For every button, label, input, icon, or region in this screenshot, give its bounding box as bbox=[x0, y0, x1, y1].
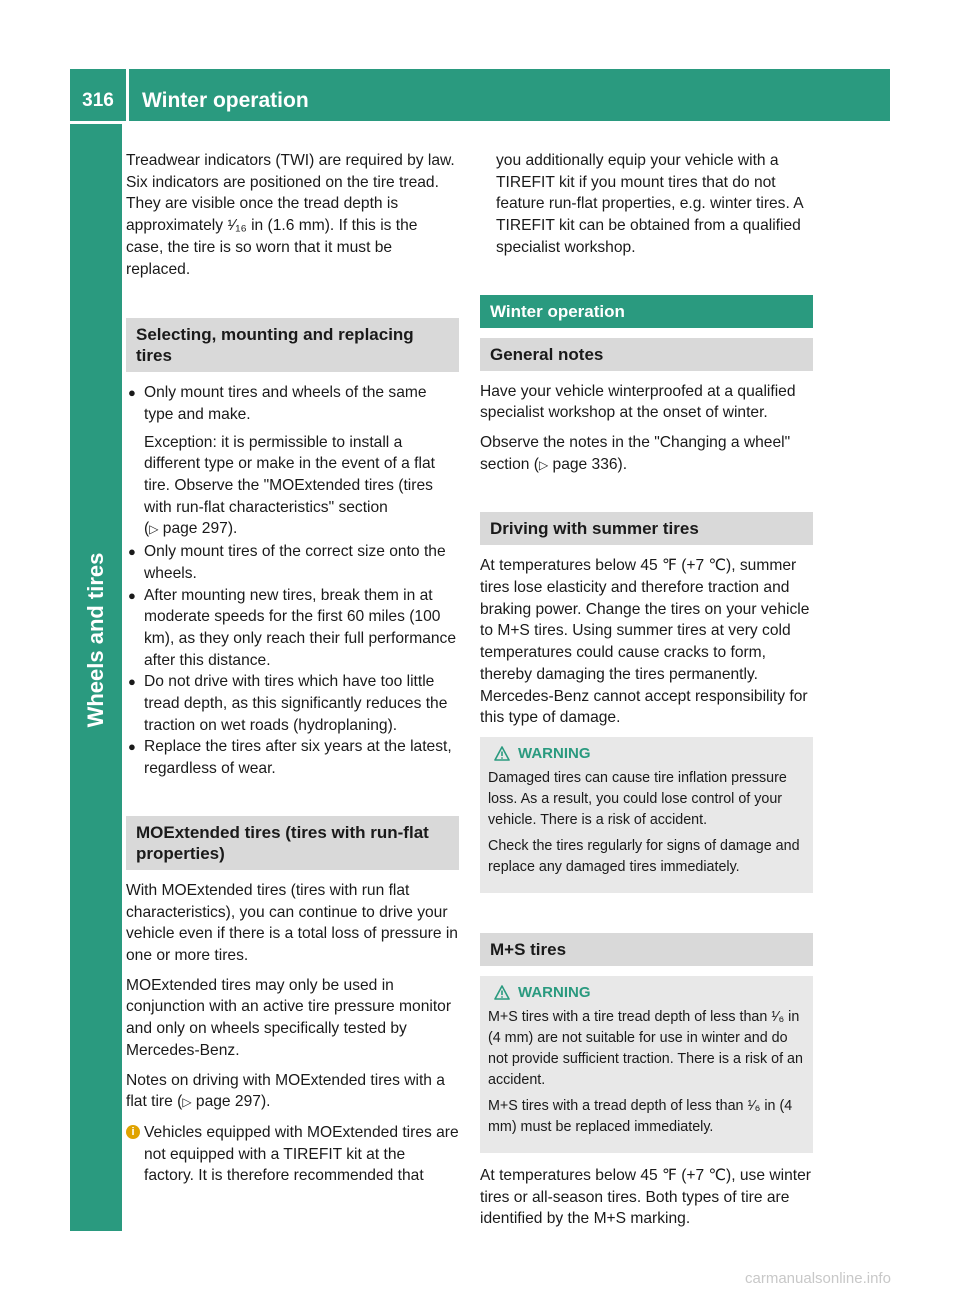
warning-box bbox=[480, 976, 813, 1153]
bullet-icon: ● bbox=[128, 739, 136, 755]
moextended-paragraph-1: With MOExtended tires (tires with run flat characteristics), you can continue to drive your vehicle even if there is a total loss of pressure in one or more tires. bbox=[126, 881, 458, 964]
list-item bbox=[126, 736, 459, 779]
info-text: Vehicles equipped with MOExtended tires are not equipped with a TIREFIT kit at the factory. It is therefore recommended that bbox=[144, 1123, 459, 1185]
bullet-text: After mounting new tires, break them in at moderate speeds for the first 60 miles (100 km), as they only reach their full performance after this distance. bbox=[144, 586, 457, 669]
page-ref-arrow-icon: ▷ bbox=[149, 522, 159, 537]
warning-title: WARNING bbox=[518, 744, 591, 762]
list-item bbox=[126, 382, 459, 541]
warning-box bbox=[480, 737, 813, 893]
section-title-winter-operation: Winter operation bbox=[480, 295, 813, 328]
warning-text: M+S tires with a tread depth of less than ¹⁄₆ in (4 mm) must be replaced immediately. bbox=[488, 1097, 793, 1135]
general-notes-paragraph-2 bbox=[480, 432, 813, 476]
warning-header bbox=[488, 984, 805, 1001]
page-number: 316 bbox=[82, 90, 114, 111]
paragraph-text: Observe the notes in the "Changing a wheel" section ( bbox=[480, 433, 791, 473]
bullet-icon: ● bbox=[128, 587, 136, 603]
bullet-icon: ● bbox=[128, 385, 136, 401]
warning-triangle-icon bbox=[494, 746, 510, 761]
page-ref-link[interactable]: page 297). bbox=[162, 520, 238, 538]
bullet-text: Do not drive with tires which have too little tread depth, as this significantly reduces the traction on wet roads (hydroplaning). bbox=[144, 673, 448, 734]
moextended-paragraph-3 bbox=[126, 1070, 459, 1114]
page-ref-link[interactable]: page 336). bbox=[552, 455, 628, 473]
header-divider bbox=[126, 69, 129, 121]
warning-header bbox=[488, 745, 805, 762]
bullet-text: Only mount tires of the correct size onto the wheels. bbox=[144, 543, 446, 582]
list-item bbox=[126, 541, 459, 584]
ms-tires-paragraph: At temperatures below 45 ℉ (+7 ℃), use winter tires or all-season tires. Both types of tire are identified by the M+S marking. bbox=[480, 1166, 811, 1228]
bullet-list bbox=[126, 382, 459, 780]
bullet-sub-text: Exception: it is permissible to install a different type or make in the event of a flat tire. Observe the "MOExtended tires (tires with run-flat characteristics" section bbox=[144, 433, 435, 516]
info-note bbox=[126, 1122, 459, 1187]
page-title: Winter operation bbox=[142, 89, 309, 112]
left-column bbox=[126, 150, 459, 1187]
bullet-sub-paragraph: Exception: it is permissible to install a different type or make in the event of a flat tire. Observe the "MOExtended tires (tires with run-flat characteristics" section (▷ page 297). bbox=[144, 433, 435, 538]
info-icon: i bbox=[126, 1125, 140, 1139]
warning-text: Check the tires regularly for signs of damage and replace any damaged tires immediately. bbox=[488, 837, 800, 875]
list-item bbox=[126, 585, 459, 672]
warning-triangle-icon bbox=[494, 985, 510, 1000]
paragraph-text: Notes on driving with MOExtended tires with a flat tire ( bbox=[126, 1071, 445, 1111]
warning-title: WARNING bbox=[518, 983, 591, 1001]
bullet-icon: ● bbox=[128, 674, 136, 690]
side-tab-label: Wheels and tires bbox=[83, 552, 108, 728]
section-title-moextended: MOExtended tires (tires with run-flat properties) bbox=[126, 816, 459, 870]
list-item bbox=[126, 671, 459, 736]
watermark: carmanualsonline.info bbox=[745, 1270, 891, 1287]
section-title-summer-tires: Driving with summer tires bbox=[480, 512, 813, 545]
bullet-icon: ● bbox=[128, 544, 136, 560]
bullet-text: Only mount tires and wheels of the same type and make. bbox=[144, 384, 427, 423]
warning-text: M+S tires with a tire tread depth of less than ¹⁄₆ in (4 mm) are not suitable for use in winter and do not provide sufficient traction. There is a risk of an accident. bbox=[488, 1008, 803, 1088]
continued-paragraph: you additionally equip your vehicle with a TIREFIT kit if you mount tires that do not feature run-flat properties, e.g. winter tires. A TIREFIT kit can be obtained from a qualified specialist workshop. bbox=[496, 152, 803, 256]
right-column bbox=[480, 150, 813, 1238]
section-title-selecting: Selecting, mounting and replacing tires bbox=[126, 318, 459, 372]
section-title-ms-tires: M+S tires bbox=[480, 933, 813, 966]
page-ref-arrow-icon: ▷ bbox=[538, 457, 549, 472]
bullet-text: Replace the tires after six years at the latest, regardless of wear. bbox=[144, 738, 452, 778]
page-ref-arrow-icon: ▷ bbox=[182, 1095, 192, 1110]
moextended-paragraph-2: MOExtended tires may only be used in conjunction with an active tire pressure monitor and only on wheels specifically tested by Mercedes-Benz. bbox=[126, 976, 452, 1059]
general-notes-paragraph-1: Have your vehicle winterproofed at a qualified specialist workshop at the onset of winter. bbox=[480, 382, 796, 422]
warning-text: Damaged tires can cause tire inflation pressure loss. As a result, you could lose control of your vehicle. There is a risk of accident. bbox=[488, 769, 787, 828]
intro-paragraph: Treadwear indicators (TWI) are required by law. Six indicators are positioned on the tire tread. They are visible once the tread depth is approximately ¹⁄₁₆ in (1.6 mm). If this is the case, the tire is so worn that it must be replaced. bbox=[126, 152, 455, 278]
section-title-general-notes: General notes bbox=[480, 338, 813, 371]
summer-tires-paragraph: At temperatures below 45 ℉ (+7 ℃), summer tires lose elasticity and therefore traction and braking power. Change the tires on your vehicle to M+S tires. Using summer tires at very cold temperatures could cause cracks to form, thereby damaging the tires permanently. Mercedes-Benz cannot accept responsibility for this type of damage. bbox=[480, 557, 810, 727]
page-ref-link[interactable]: page 297). bbox=[195, 1093, 271, 1111]
